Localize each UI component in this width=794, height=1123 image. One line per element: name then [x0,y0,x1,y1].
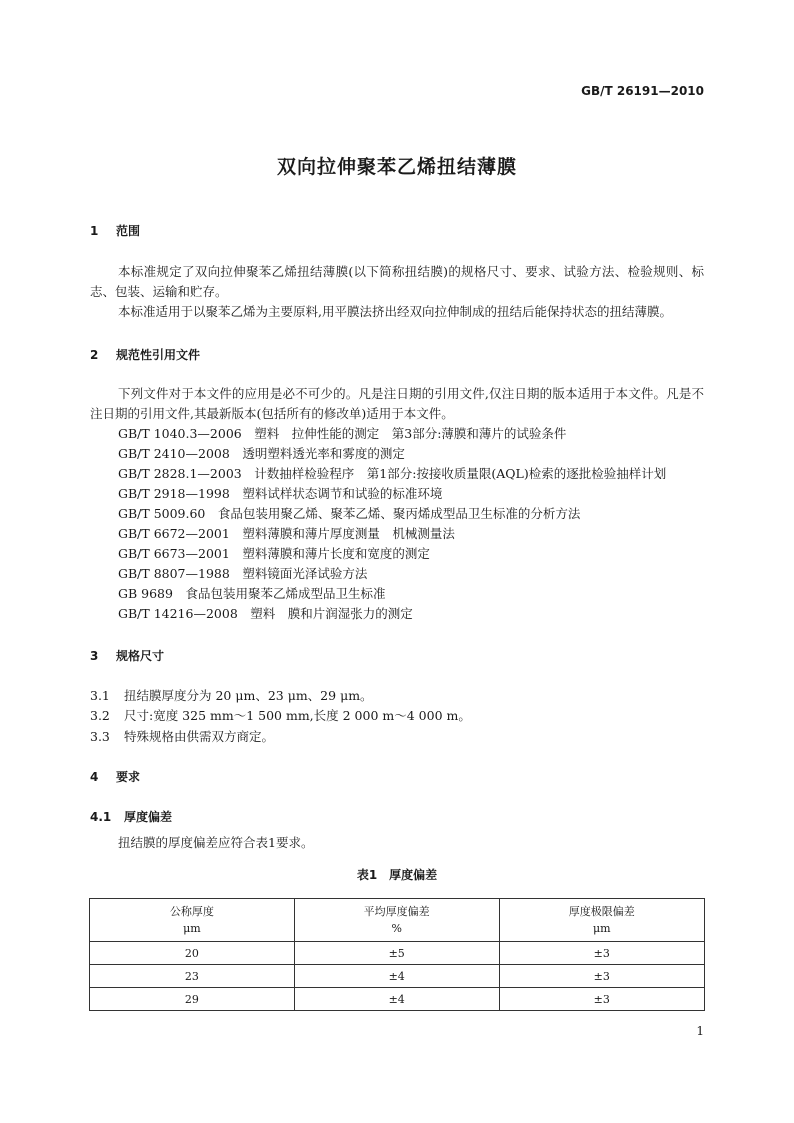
document-title: 双向拉伸聚苯乙烯扭结薄膜 [276,156,517,178]
reference-item: GB/T 2918—1998 塑料试样状态调节和试验的标准环境 [118,486,443,501]
header-unit: μm [183,922,201,935]
section-2-heading [90,346,200,363]
table-caption: 表1 厚度偏差 [356,868,438,882]
section-1-heading [90,222,140,239]
reference-item: GB/T 5009.60 食品包装用聚乙烯、聚苯乙烯、聚丙烯成型品卫生标准的分析方法 [118,506,581,521]
reference-item: GB/T 14216—2008 塑料 膜和片润湿张力的测定 [118,606,413,621]
clause-number: 3.1 [90,688,110,703]
section-number: 4 [90,770,99,784]
section-title: 要求 [116,770,141,784]
table-cell: ±4 [294,965,499,988]
table-cell: ±4 [294,988,499,1011]
subsection-title: 厚度偏差 [124,810,173,824]
section-number: 1 [90,224,99,238]
table-cell: 20 [90,942,295,965]
table-cell: ±3 [499,942,704,965]
section-2-intro [90,384,704,424]
column-header [90,899,295,942]
column-header [294,899,499,942]
clause-text: 特殊规格由供需双方商定。 [124,729,275,744]
clause-number: 3.3 [90,729,110,744]
standard-code: GB/T 26191—2010 [581,84,704,98]
clause-number: 3.2 [90,708,110,723]
paragraph: 本标准规定了双向拉伸聚苯乙烯扭结薄膜(以下简称扭结膜)的规格尺寸、要求、试验方法、检验规则、标志、包装、运输和贮存。 [90,264,704,299]
table-cell: 29 [90,988,295,1011]
clause-3-3 [90,727,274,745]
section-4-body [90,833,704,853]
page-number: 1 [696,1024,704,1038]
section-4-heading [90,768,140,785]
header-label: 公称厚度 [169,905,214,918]
table-header-row [90,899,705,942]
reference-item: GB/T 6673—2001 塑料薄膜和薄片长度和宽度的测定 [118,546,430,561]
section-1-body [90,262,704,322]
table-row [90,942,705,965]
reference-item: GB/T 8807—1988 塑料镜面光泽试验方法 [118,566,368,581]
section-number: 2 [90,348,99,362]
section-number: 3 [90,649,99,663]
clause-text: 尺寸:宽度 325 mm～1 500 mm,长度 2 000 m～4 000 m。 [124,708,471,723]
table-row [90,988,705,1011]
header-label: 平均厚度偏差 [363,905,430,918]
header-unit: % [391,922,402,935]
clause-text: 扭结膜厚度分为 20 μm、23 μm、29 μm。 [124,688,373,703]
clause-3-2 [90,706,471,724]
column-header [499,899,704,942]
paragraph: 本标准适用于以聚苯乙烯为主要原料,用平膜法挤出经双向拉伸制成的扭结后能保持状态的扭结薄膜。 [118,304,672,319]
section-title: 规范性引用文件 [116,348,201,362]
header-unit: μm [592,922,611,935]
reference-item: GB/T 6672—2001 塑料薄膜和薄片厚度测量 机械测量法 [118,526,455,541]
subsection-number: 4.1 [90,810,112,824]
header-label: 厚度极限偏差 [568,905,635,918]
reference-list [118,424,666,624]
table-cell: ±3 [499,988,704,1011]
reference-item: GB/T 2828.1—2003 计数抽样检验程序 第1部分:按接收质量限(AQL)检索的逐批检验抽样计划 [118,466,667,481]
table-cell: ±5 [294,942,499,965]
table-row [90,965,705,988]
section-3-heading [90,647,164,664]
paragraph: 下列文件对于本文件的应用是必不可少的。凡是注日期的引用文件,仅注日期的版本适用于本文件。凡是不注日期的引用文件,其最新版本(包括所有的修改单)适用于本文件。 [90,386,704,421]
subsection-4-1-heading [90,808,172,825]
reference-item: GB/T 2410—2008 透明塑料透光率和雾度的测定 [118,446,405,461]
reference-item: GB/T 1040.3—2006 塑料 拉伸性能的测定 第3部分:薄膜和薄片的试验条件 [118,426,567,441]
paragraph: 扭结膜的厚度偏差应符合表1要求。 [118,835,314,850]
thickness-deviation-table [89,898,705,1011]
clause-3-1 [90,686,373,704]
section-title: 规格尺寸 [116,649,165,663]
table-cell: 23 [90,965,295,988]
section-title: 范围 [116,224,141,238]
table-cell: ±3 [499,965,704,988]
reference-item: GB 9689 食品包装用聚苯乙烯成型品卫生标准 [118,586,386,601]
